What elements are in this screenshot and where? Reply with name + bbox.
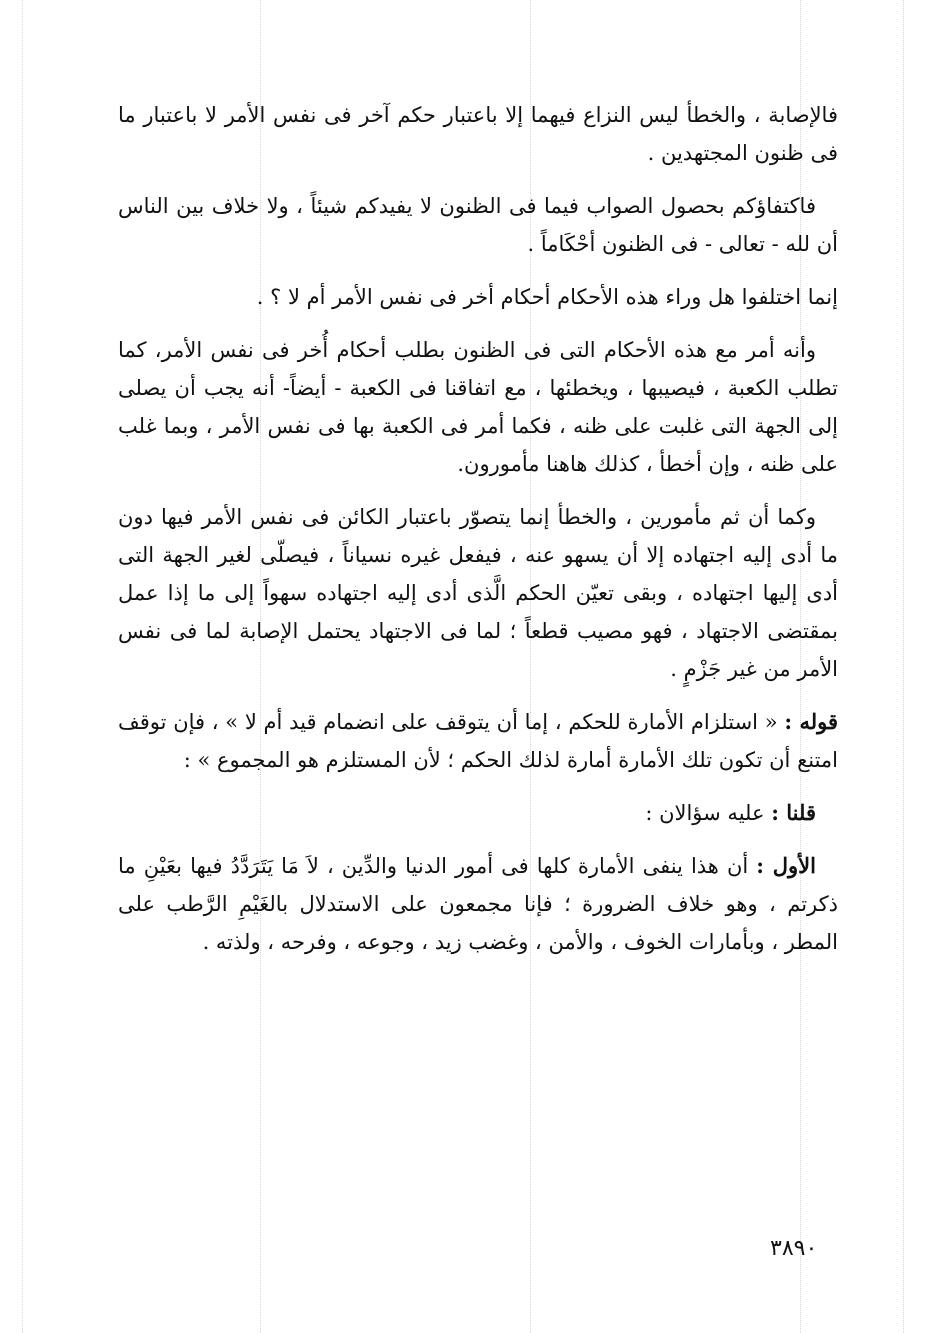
page-number: ٣٨٩٠ [770,1236,818,1261]
paragraph-2 [118,187,838,263]
paragraph-text: وأنه أمر مع هذه الأحكام التى فى الظنون بطلب أحكام أُخر فى نفس الأمر، كما تطلب الكعبة ، فيصيبها ، ويخطئها ، مع اتفاقنا فى الكعبة - أيضاً- أنه يجب أن يصلى إلى الجهة التى غلبت على ظنه ، فكما أمر فى الكعبة بها فى نفس الأمر ، وبما غلب على ظنه ، وإن أخطأ ، كذلك هاهنا مأمورون. [118,338,838,476]
paragraph-text: أن هذا ينفى الأمارة كلها فى أمور الدنيا والدِّين ، لاَ مَا يَتَرَدَّدُ فيها بعَيْنِ ما ذكرتم ، وهو خلاف الضرورة ؛ فإنا مجمعون على الاستدلال بالغَيْمِ الرَّطب على المطر ، وبأمارات الخوف ، والأمن ، وغضب زيد ، وجوعه ، وفرحه ، ولذته . [118,854,838,954]
paragraph-lead: قوله : [784,709,838,734]
scan-guide-line [903,0,904,1333]
paragraph-4 [118,331,838,483]
paragraph-text: « استلزام الأمارة للحكم ، إما أن يتوقف على انضمام قيد أم لا » ، فإن توقف امتنع أن تكون تلك الأمارة أمارة لذلك الحكم ؛ لأن المستلزم هو المجموع » : [118,710,838,772]
paragraph-3 [118,278,838,316]
body-text [118,96,838,976]
paragraph-1 [118,96,838,172]
paragraph-6 [118,703,838,779]
paragraph-8 [118,847,838,961]
paragraph-5 [118,498,838,688]
paragraph-lead: قلنا : [771,800,816,825]
paragraph-text: فاكتفاؤكم بحصول الصواب فيما فى الظنون لا يفيدكم شيئاً ، ولا خلاف بين الناس أن لله - تعالى - فى الظنون أحْكَاماً . [118,194,838,256]
paragraph-text: إنما اختلفوا هل وراء هذه الأحكام أحكام أخر فى نفس الأمر أم لا ؟ . [256,285,838,309]
paragraph-7 [118,794,838,832]
scan-guide-line [22,0,23,1333]
paragraph-text: عليه سؤالان : [645,801,765,825]
paragraph-lead: الأول : [756,853,816,878]
paragraph-text: وكما أن ثم مأمورين ، والخطأ إنما يتصوّر باعتبار الكائن فى نفس الأمر فيها دون ما أدى إليه اجتهاده إلا أن يسهو عنه ، فيفعل غيره نسياناً ، فيصلّى لغير الجهة التى أدى إليها اجتهاده ، وبقى تعيّن الحكم الَّذى أدى إليه اجتهاده سهواً إلى ما إذا عمل بمقتضى الاجتهاد ، فهو مصيب قطعاً ؛ لما فى الاجتهاد يحتمل الإصابة لما فى نفس الأمر من غير جَزْمٍ . [118,505,838,681]
paragraph-text: فالإصابة ، والخطأ ليس النزاع فيهما إلا باعتبار حكم آخر فى نفس الأمر لا باعتبار ما فى ظنون المجتهدين . [118,103,838,165]
